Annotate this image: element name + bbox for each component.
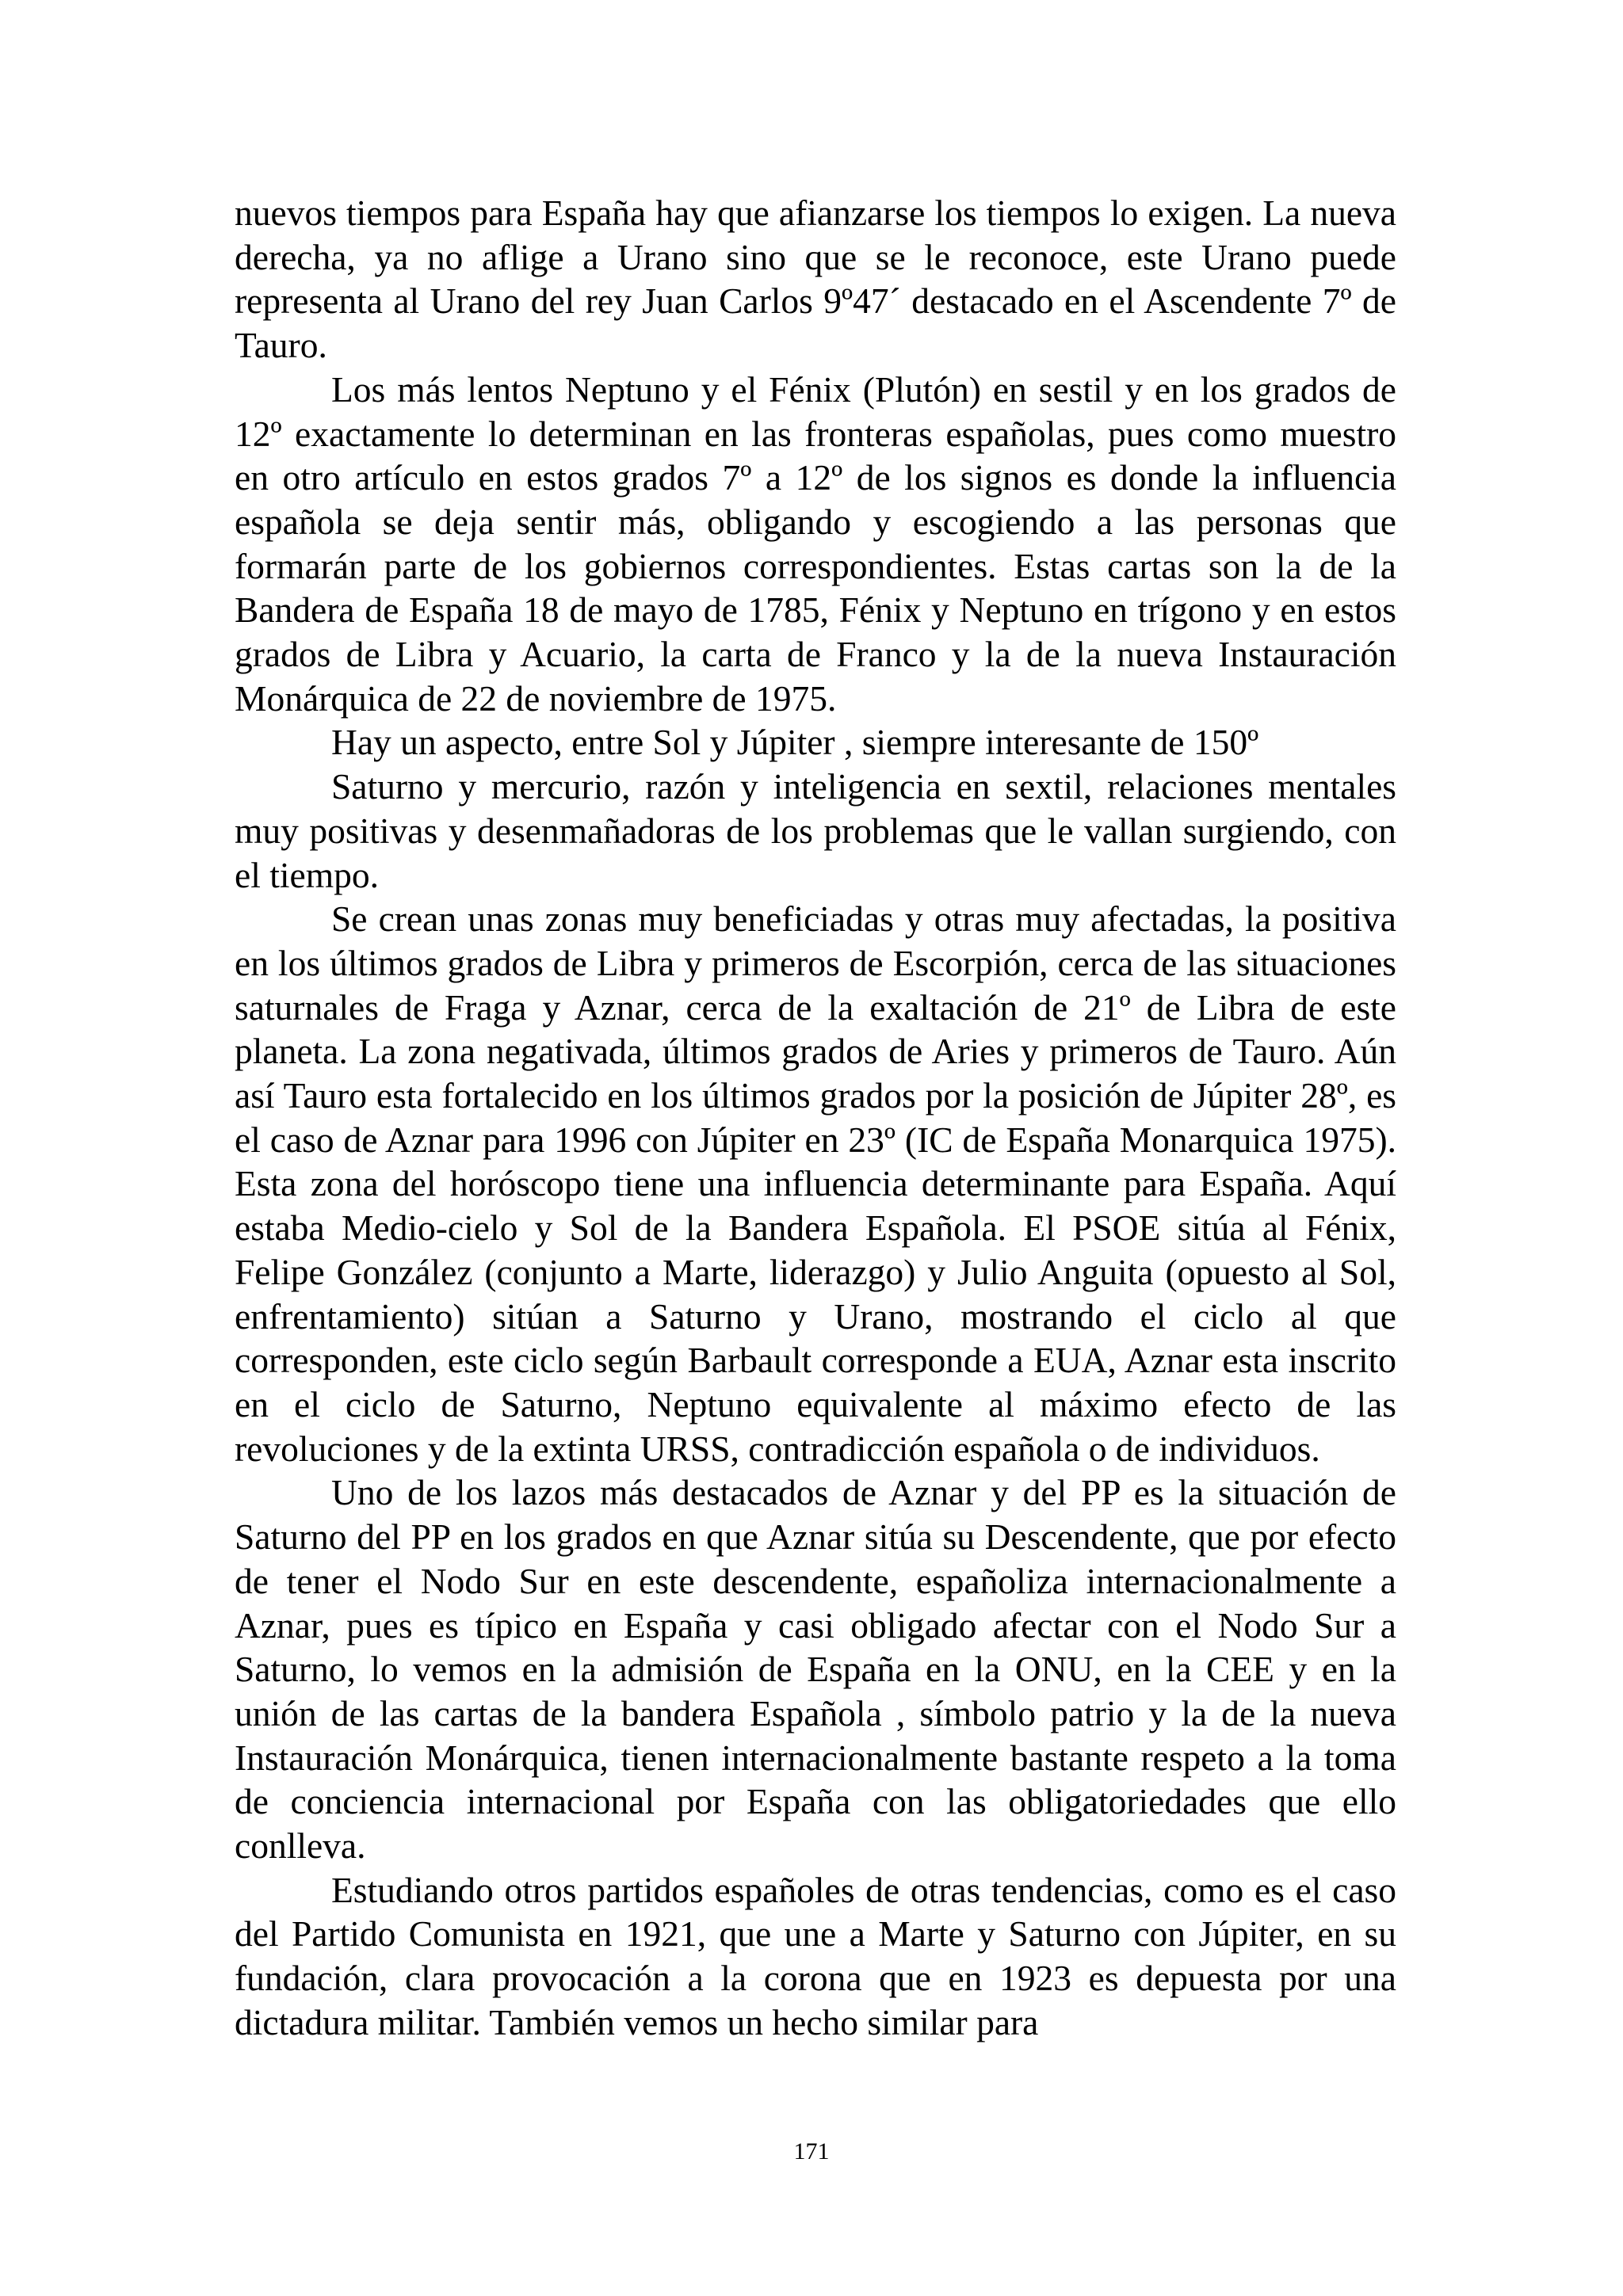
page-number: 171: [793, 2138, 830, 2164]
paragraph-2: Los más lentos Neptuno y el Fénix (Plutón) en sestil y en los grados de 12º exactamente lo determinan en las fronteras españolas, pues como muestro en otro artículo en estos grados 7º a 12º de los signos es donde la influencia española se deja sentir más, obligando y escogiendo a las personas que formarán parte de los gobiernos correspondientes. Estas cartas son la de la Bandera de España 18 de mayo de 1785, Fénix y Neptuno en trígono y en estos grados de Libra y Acuario, la carta de Franco y la de la nueva Instauración Monárquica de 22 de noviembre de 1975.: [235, 368, 1396, 719]
paragraph-3: Hay un aspecto, entre Sol y Júpiter , siempre interesante de 150º: [331, 722, 1259, 763]
paragraph-1: nuevos tiempos para España hay que afianzarse los tiempos lo exigen. La nueva derecha, ya no aflige a Urano sino que se le reconoce, este Urano puede representa al Urano del rey Juan Carlos 9º47´ destacado en el Ascendente 7º de Tauro.: [235, 193, 1396, 366]
paragraph-4: Saturno y mercurio, razón y inteligencia en sextil, relaciones mentales muy positivas y desenmañadoras de los problemas que le vallan surgiendo, con el tiempo.: [235, 766, 1396, 895]
body-text: [235, 191, 1396, 2045]
paragraph-6: Uno de los lazos más destacados de Aznar y del PP es la situación de Saturno del PP en los grados en que Aznar sitúa su Descendente, que por efecto de tener el Nodo Sur en este descendente, españoliza internacionalmente a Aznar, pues es típico en España y casi obligado afectar con el Nodo Sur a Saturno, lo vemos en la admisión de España en la ONU, en la CEE y en la unión de las cartas de la bandera Española , símbolo patrio y la de la nueva Instauración Monárquica, tienen internacionalmente bastante respeto a la toma de conciencia internacional por España con las obligatoriedades que ello conlleva.: [235, 1472, 1396, 1867]
paragraph-5: Se crean unas zonas muy beneficiadas y otras muy afectadas, la positiva en los últimos grados de Libra y primeros de Escorpión, cerca de las situaciones saturnales de Fraga y Aznar, cerca de la exaltación de 21º de Libra de este planeta. La zona negativada, últimos grados de Aries y primeros de Tauro. Aún así Tauro esta fortalecido en los últimos grados por la posición de Júpiter 28º, es el caso de Aznar para 1996 con Júpiter en 23º (IC de España Monarquica 1975). Esta zona del horóscopo tiene una influencia determinante para España. Aquí estaba Medio-cielo y Sol de la Bandera Española. El PSOE sitúa al Fénix, Felipe González (conjunto a Marte, liderazgo) y Julio Anguita (opuesto al Sol, enfrentamiento) sitúan a Saturno y Urano, mostrando el ciclo al que corresponden, este ciclo según Barbault corresponde a EUA, Aznar esta inscrito en el ciclo de Saturno, Neptuno equivalente al máximo efecto de las revoluciones y de la extinta URSS, contradicción española o de individuos.: [235, 898, 1396, 1469]
paragraph-7: Estudiando otros partidos españoles de otras tendencias, como es el caso del Partido Comunista en 1921, que une a Marte y Saturno con Júpiter, en su fundación, clara provocación a la corona que en 1923 es depuesta por una dictadura militar. También vemos un hecho similar para: [235, 1869, 1396, 2042]
